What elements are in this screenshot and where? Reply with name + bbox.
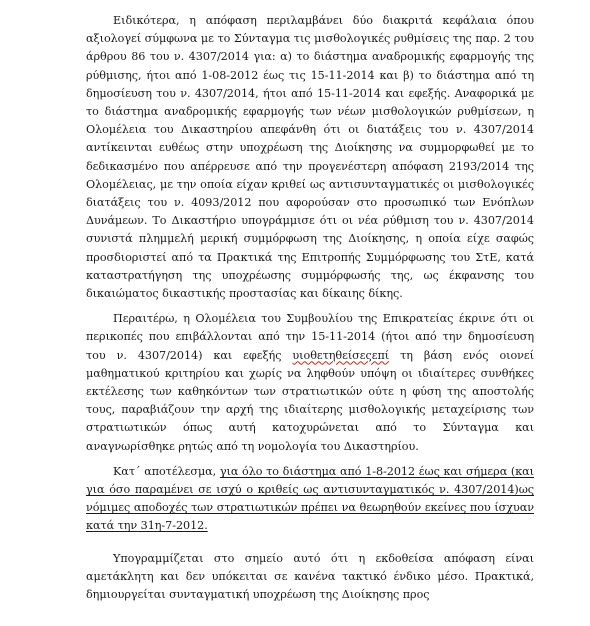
spellcheck-flagged-word[interactable]: υιοθετηθείσεςεπί (292, 348, 390, 362)
paragraph-plenary-ruling (86, 310, 534, 456)
paragraph-consequence (86, 463, 534, 536)
underlined-conclusion: για όλο το διάστημα από 1-8-2012 έως και σήμερα (και για όσο παραμένει σε ισχύ ο κριθείς ως αντισυνταγματικός ν. 4307/2014)ως νόμιμες αποδοχές των στρατιωτικών πρέπει να θεωρηθούν εκείνες που ίσχυαν κατά την 31η-7-2012. (86, 464, 534, 533)
paragraph-decision-chapters: Ειδικότερα, η απόφαση περιλαμβάνει δύο διακριτά κεφάλαια όπου αξιολογεί σύμφωνα με το Σύνταγμα τις μισθολογικές ρυθμίσεις της παρ. 2 του άρθρου 86 του ν. 4307/2014 για: α) το διάστημα αναδρομικής εφαρμογής της ρύθμισης, ήτοι από 1-08-2012 έως τις 15-11-2014 και β) το διάστημα από τη δημοσίευση του ν. 4307/2014, ήτοι από 15-11-2014 και εφεξής. Αναφορικά με το διάστημα αναδρομικής εφαρμογής των νέων μισθολογικών ρυθμίσεων, η Ολομέλεια του Δικαστηρίου απεφάνθη ότι οι διατάξεις του ν. 4307/2014 αντίκεινται ευθέως στην υποχρέωση της Διοίκησης να συμμορφωθεί με το δεδικασμένο που απέρρευσε από την προγενέστερη απόφαση 2193/2014 της Ολομέλειας, με την οποία είχαν κριθεί ως αντισυνταγματικές οι μισθολογικές διατάξεις του ν. 4093/2012 που αφορούσαν στο προσωπικό των Ενόπλων Δυνάμεων. Το Δικαστήριο υπογράμμισε ότι οι νέα ρύθμιση του ν. 4307/2014 συνιστά πλημμελή μερική συμμόρφωση της Διοίκησης, η οποία είχε σαφώς προσδιοριστεί από τα Πρακτικά της Επιτροπής Συμμόρφωσης του ΣτΕ, κατά καταστρατήγηση της υποχρέωσης συμμόρφωσής της, ως έκφανσης του δικαιώματος δικαστικής προστασίας και δίκαιης δίκης. (86, 14, 534, 301)
paragraph-plenary-ruling-start: Περαιτέρω, η Ολομέλεια του Συμβουλίου της Επικρατείας έκρινε ότι οι περικοπές που επιβάλλονται από την 15-11-2014 (ήτοι από την δημοσίευση του ν. 4307/2014) και εφεξής (86, 312, 534, 362)
paragraph-irrevocable-decision: Υπογραμμίζεται στο σημείο αυτό ότι η εκδοθείσα απόφαση είναι αμετάκλητη και δεν υπόκειται σε κανένα τακτικό ένδικο μέσο. Πρακτικά, δημιουργείται συνταγματική υποχρέωση της Διοίκησης προς (86, 551, 534, 602)
paragraph-plenary-ruling-end: τη βάση ενός οιονεί μαθηματικού κριτηρίου και χωρίς να ληφθούν υπόψη οι ιδιαίτερες συνθήκες εκτέλεσης των καθηκόντων των στρατιωτικών ούτε η φύση της αποστολής τους, παραβιάζουν την αρχή της ιδιαίτερης μισθολογικής μεταχείρισης των στρατιωτικών όπως αυτή κατοχυρώνεται από το Σύνταγμα και αναγνωρίσθηκε ρητώς από τη νομολογία του Δικαστηρίου. (86, 348, 534, 453)
paragraph-consequence-lead: Κατ΄ αποτέλεσμα, (113, 464, 220, 478)
